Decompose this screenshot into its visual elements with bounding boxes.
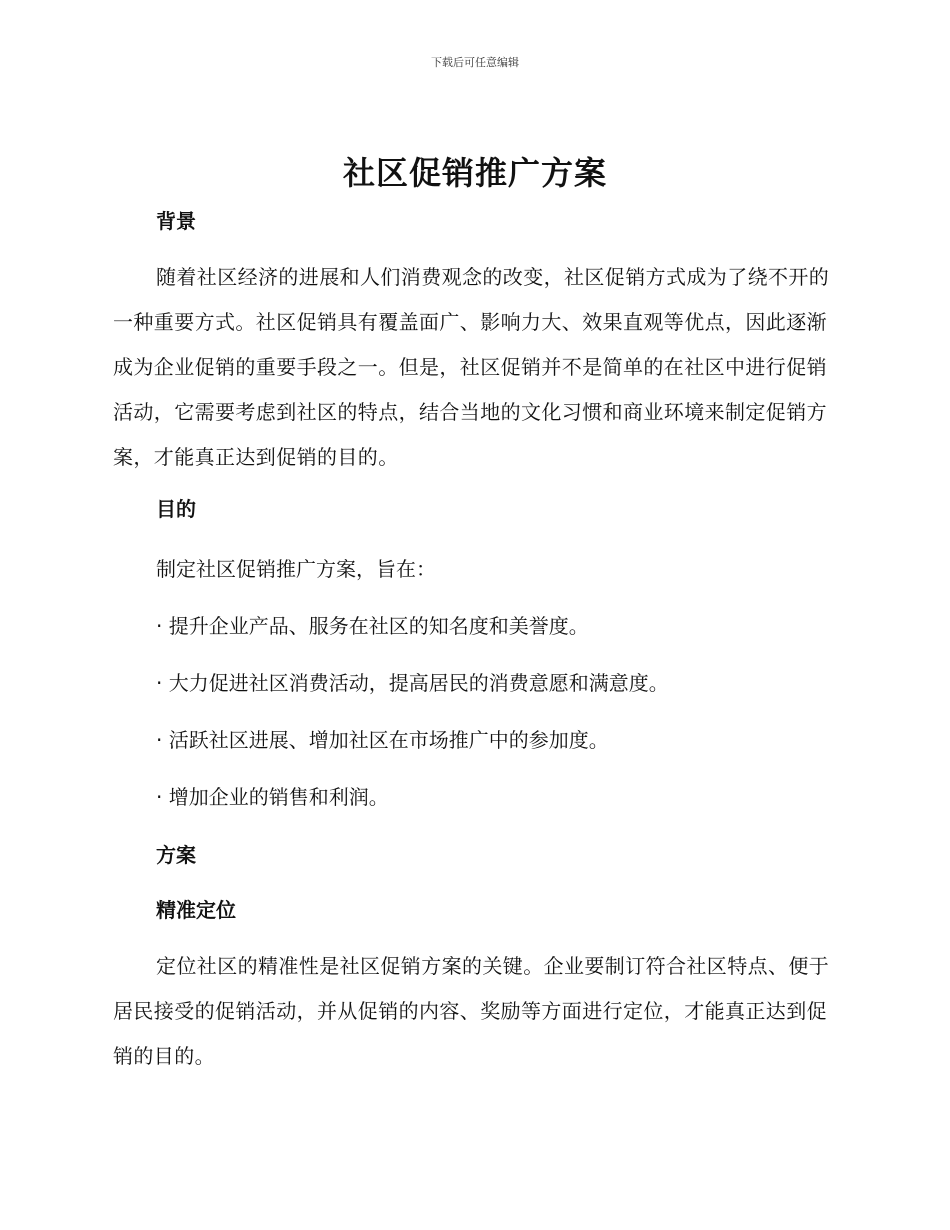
purpose-bullet: · 增加企业的销售和利润。 [156, 785, 389, 809]
page-header-note: 下载后可任意编辑 [431, 56, 519, 69]
plan-paragraph: 定位社区的精准性是社区促销方案的关键。企业要制订符合社区特点、便于居民接受的促销活动，并从促销的内容、奖励等方面进行定位，才能真正达到促销的目的。 [113, 954, 830, 1068]
section-heading-background: 背景 [156, 209, 196, 233]
section-heading-purpose: 目的 [156, 497, 196, 521]
document-body [113, 198, 835, 1079]
purpose-bullet: · 大力促进社区消费活动，提高居民的消费意愿和满意度。 [156, 671, 669, 695]
purpose-bullet: · 提升企业产品、服务在社区的知名度和美誉度。 [156, 614, 589, 638]
purpose-intro: 制定社区促销推广方案，旨在： [156, 557, 436, 581]
purpose-bullet: · 活跃社区进展、增加社区在市场推广中的参加度。 [156, 728, 609, 752]
subheading-precise-positioning: 精准定位 [156, 898, 236, 922]
document-title: 社区促销推广方案 [342, 154, 607, 192]
section-heading-plan: 方案 [156, 843, 196, 867]
background-paragraph: 随着社区经济的进展和人们消费观念的改变，社区促销方式成为了绕不开的一种重要方式。社区促销具有覆盖面广、影响力大、效果直观等优点，因此逐渐成为企业促销的重要手段之一。但是，社区促销并不是简单的在社区中进行促销活动，它需要考虑到社区的特点，结合当地的文化习惯和商业环境来制定促销方案，才能真正达到促销的目的。 [113, 265, 830, 469]
